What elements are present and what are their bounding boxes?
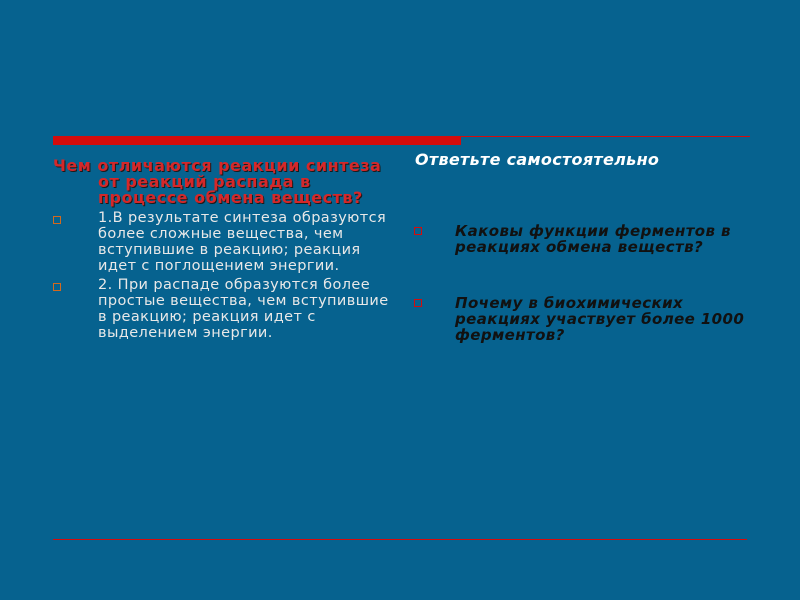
- accent-line-top: [461, 136, 750, 137]
- square-bullet-icon: [53, 216, 61, 224]
- answer-text-synthesis: 1.В результате синтеза образуются более сложные вещества, чем вступившие в реакцию; реакция идет с поглощением энергии.: [98, 210, 387, 274]
- question-heading: Чем отличаются реакции синтеза от реакций распада в процессе обмена веществ?: [53, 156, 382, 207]
- answer-item-synthesis: [53, 210, 398, 274]
- answer-text-decay: 2. При распаде образуются более простые вещества, чем вступившие в реакцию; реакция идет с выделением энергии.: [98, 277, 389, 341]
- task-question-enzyme-count: [400, 295, 750, 343]
- square-bullet-icon: [414, 227, 422, 235]
- answer-item-decay: [53, 277, 398, 341]
- accent-bar-thick: [53, 136, 461, 145]
- right-heading: Ответьте самостоятельно: [415, 150, 660, 169]
- task-question-text-2: Почему в биохимических реакциях участвует более 1000 ферментов?: [455, 294, 745, 344]
- square-bullet-icon: [53, 283, 61, 291]
- task-question-text-1: Каковы функции ферментов в реакциях обмена веществ?: [455, 222, 731, 256]
- accent-line-bottom: [53, 539, 747, 540]
- right-column: [400, 150, 750, 343]
- left-column: [53, 158, 398, 344]
- square-bullet-icon: [414, 299, 422, 307]
- task-question-enzyme-functions: [400, 223, 750, 255]
